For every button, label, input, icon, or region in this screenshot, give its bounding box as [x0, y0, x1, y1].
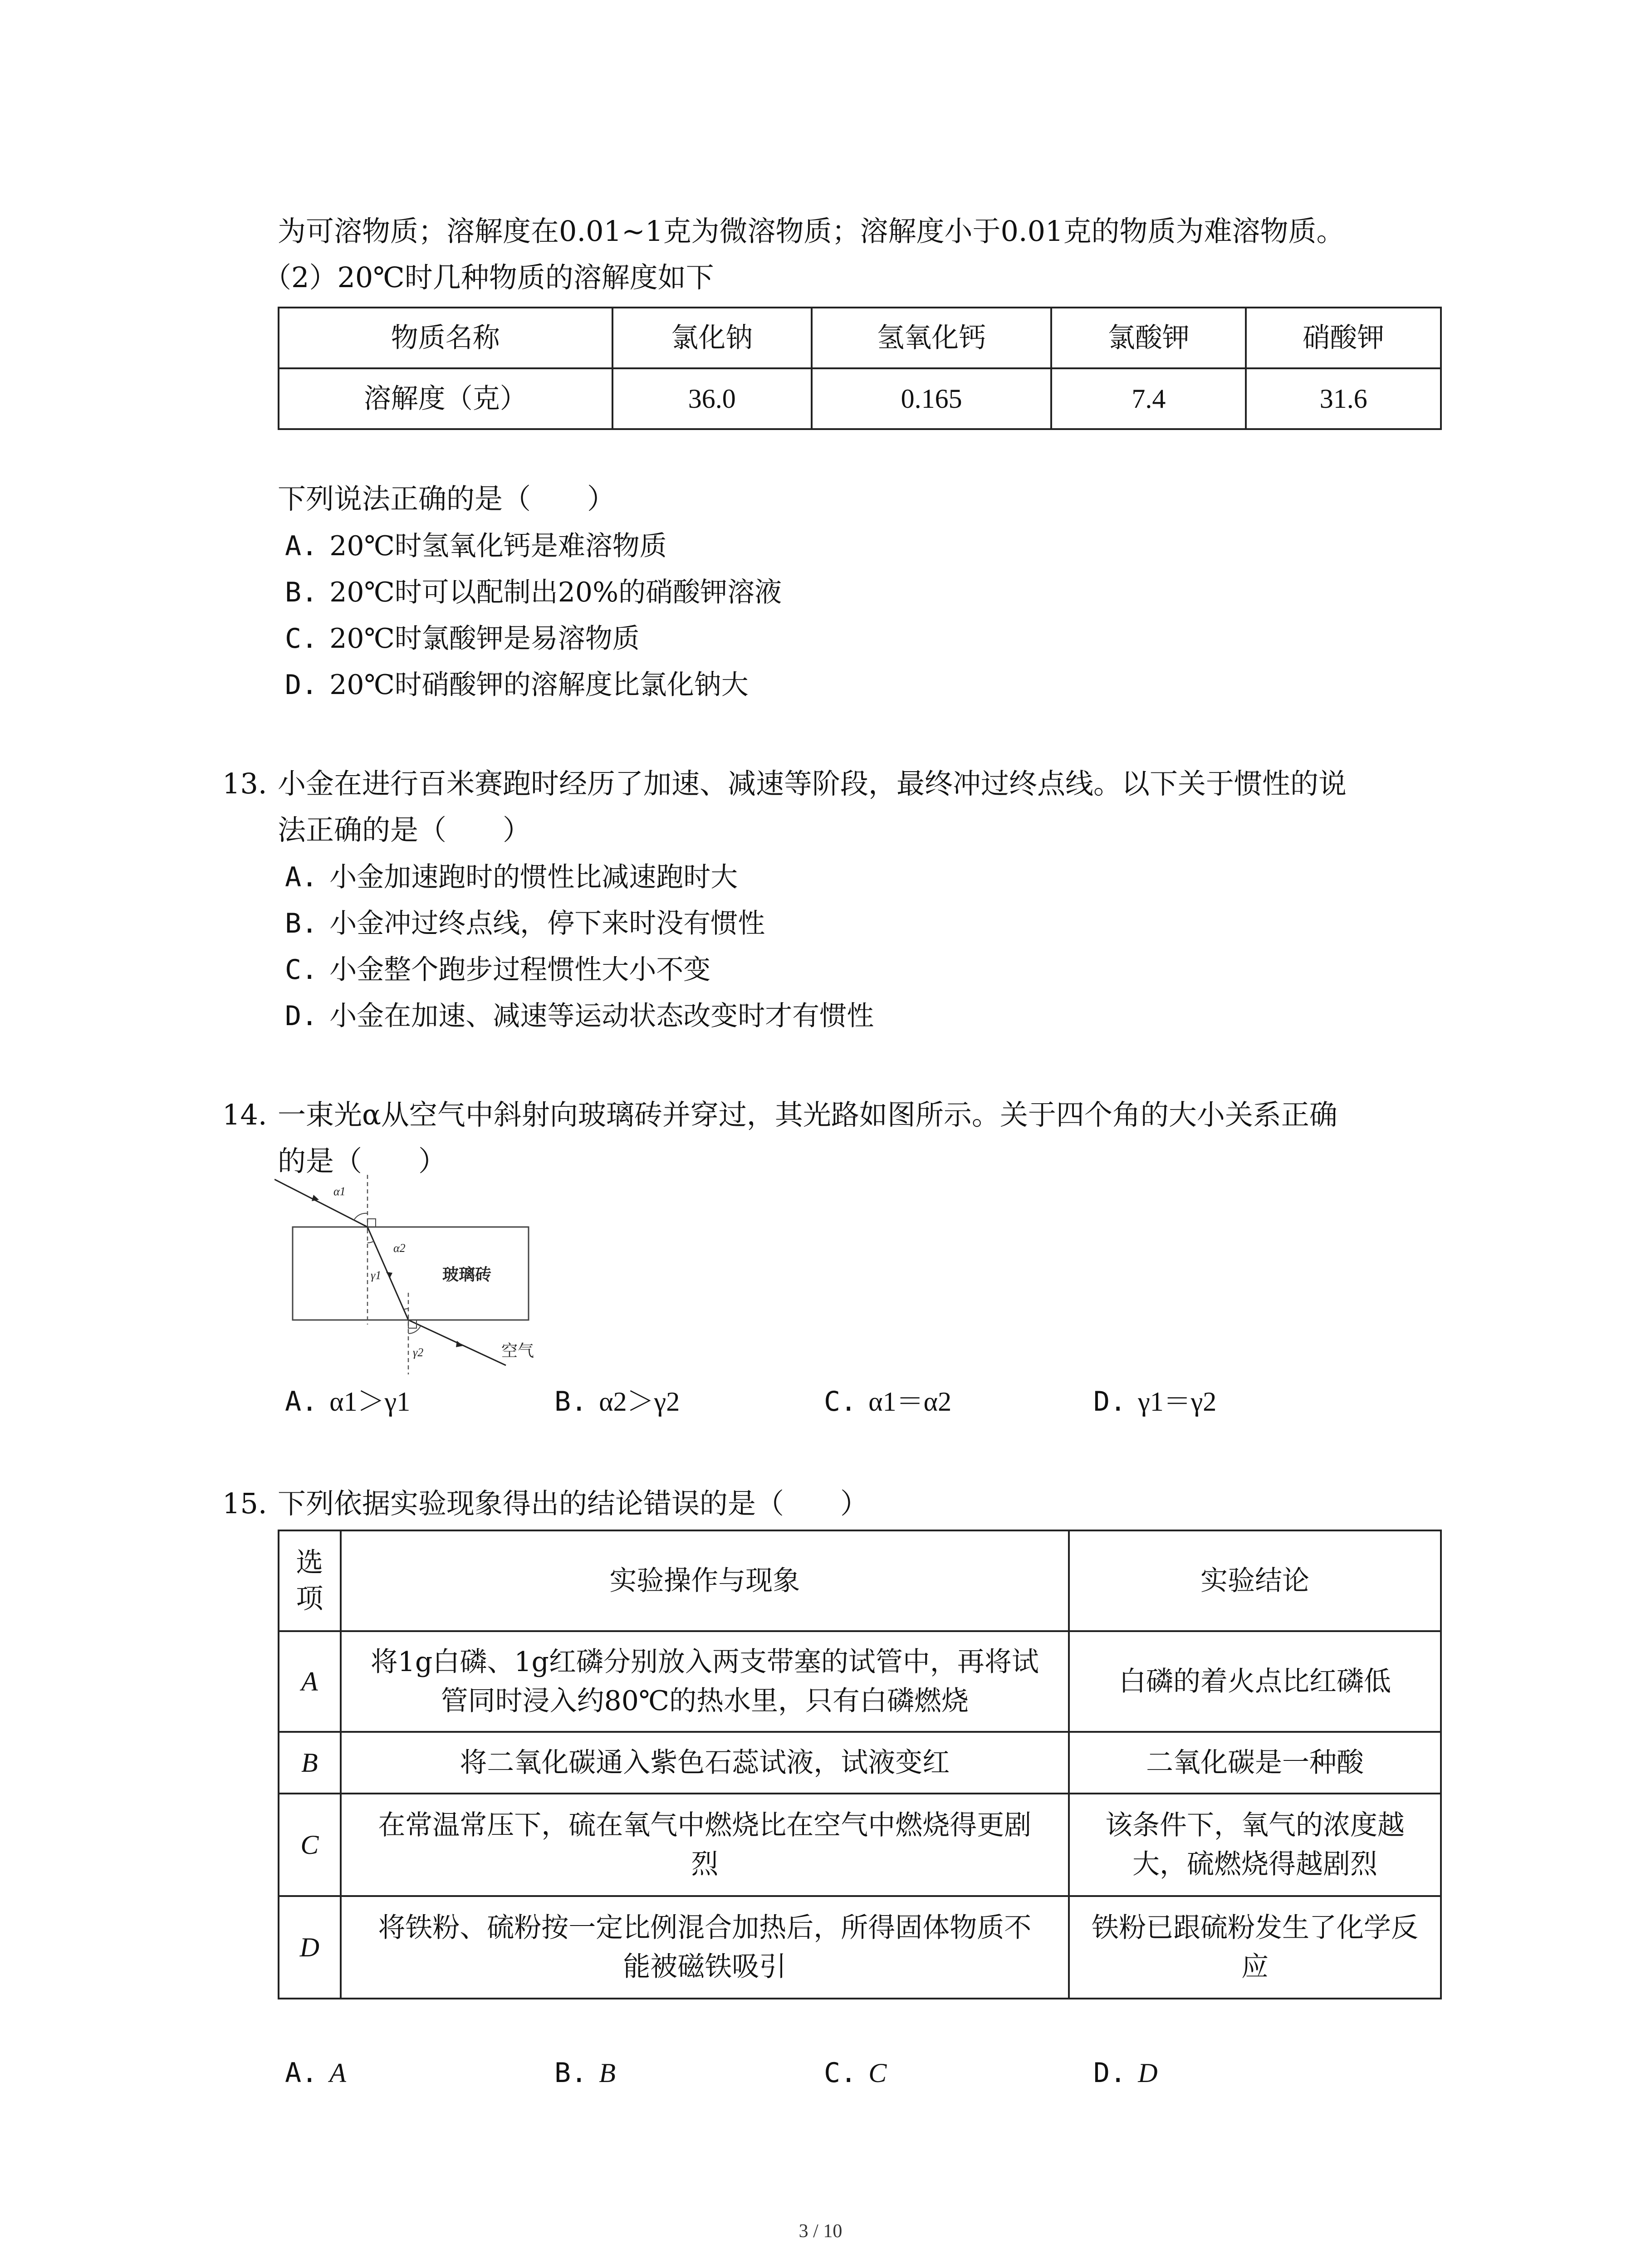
sub2-line: （2）20℃时几种物质的溶解度如下 — [263, 261, 714, 294]
table-cell: D — [279, 1896, 341, 1999]
q12-stem: 下列说法正确的是（ ） — [278, 482, 616, 515]
table-cell: 在常温常压下，硫在氧气中燃烧比在空气中燃烧得更剧烈 — [341, 1794, 1069, 1896]
q13-option-b: B. 小金冲过终点线，停下来时没有惯性 — [285, 908, 765, 939]
table-cell: 氯酸钾 — [1051, 308, 1246, 368]
table-cell: 白磷的着火点比红磷低 — [1069, 1631, 1441, 1732]
table-cell: 0.165 — [812, 368, 1051, 429]
label-gamma1: γ1 — [371, 1269, 382, 1282]
arrow-emergent-icon — [456, 1341, 463, 1347]
table-cell: 将二氧化碳通入紫色石蕊试液，试液变红 — [341, 1732, 1069, 1794]
arrow-incident-icon — [312, 1195, 319, 1201]
q12-option-a: A. 20℃时氢氧化钙是难溶物质 — [285, 530, 667, 562]
q15-option-b: B. B — [554, 2057, 616, 2089]
table-cell: 该条件下，氧气的浓度越大，硫燃烧得越剧烈 — [1069, 1794, 1441, 1896]
arc-gamma1 — [367, 1241, 374, 1243]
incident-ray — [274, 1179, 367, 1227]
table-cell: 31.6 — [1246, 368, 1441, 429]
arc-gamma2 — [408, 1326, 421, 1334]
q15-option-d: D. D — [1093, 2057, 1158, 2089]
table-cell: 氯化钠 — [612, 308, 812, 368]
label-alpha1: α1 — [333, 1185, 346, 1198]
experiment-row — [279, 1631, 1441, 1732]
table-cell: 将1g白磷、1g红磷分别放入两支带塞的试管中，再将试管同时浸入约80℃的热水里，只有白磷燃烧 — [341, 1631, 1069, 1732]
experiment-header-row — [279, 1530, 1441, 1631]
label-glass: 玻璃砖 — [442, 1266, 492, 1284]
table-cell: 7.4 — [1051, 368, 1246, 429]
q13-number: 13. — [222, 767, 267, 800]
q13-stem-line2: 法正确的是（ ） — [278, 813, 531, 846]
intro-line: 为可溶物质；溶解度在0.01~1克为微溶物质；溶解度小于0.01克的物质为难溶物质。 — [278, 215, 1345, 248]
q13-option-c: C. 小金整个跑步过程惯性大小不变 — [285, 954, 711, 986]
experiment-row — [279, 1896, 1441, 1999]
q14-option-a: A. α1＞γ1 — [285, 1386, 411, 1418]
q13-option-d: D. 小金在加速、减速等运动状态改变时才有惯性 — [285, 1000, 874, 1032]
table-cell: 36.0 — [612, 368, 812, 429]
q13-option-a: A. 小金加速跑时的惯性比减速跑时大 — [285, 861, 738, 893]
light-path-diagram — [274, 1175, 556, 1374]
q15-option-c: C. C — [824, 2057, 887, 2089]
solubility-table — [278, 307, 1442, 430]
right-angle-mark-top — [367, 1219, 376, 1227]
solubility-header-row — [279, 308, 1441, 368]
q14-number: 14. — [222, 1098, 267, 1131]
q12-option-c: C. 20℃时氯酸钾是易溶物质 — [285, 623, 640, 655]
label-alpha2: α2 — [393, 1242, 406, 1255]
solubility-value-row — [279, 368, 1441, 429]
arrow-refracted-icon — [386, 1272, 392, 1278]
q13-stem-line1: 小金在进行百米赛跑时经历了加速、减速等阶段，最终冲过终点线。以下关于惯性的说 — [278, 767, 1347, 800]
experiment-table — [278, 1530, 1442, 1999]
q14-stem-line1: 一束光α从空气中斜射向玻璃砖并穿过，其光路如图所示。关于四个角的大小关系正确 — [278, 1098, 1337, 1131]
q14-stem-line2: 的是（ ） — [278, 1144, 447, 1178]
table-cell: 物质名称 — [279, 308, 612, 368]
table-cell: 实验操作与现象 — [341, 1530, 1069, 1631]
table-cell: 实验结论 — [1069, 1530, 1441, 1631]
table-cell: 氢氧化钙 — [812, 308, 1051, 368]
q12-option-b: B. 20℃时可以配制出20%的硝酸钾溶液 — [285, 577, 782, 608]
experiment-row — [279, 1732, 1441, 1794]
table-cell: 二氧化碳是一种酸 — [1069, 1732, 1441, 1794]
page-number: 3 / 10 — [798, 2221, 843, 2242]
glass-brick-shape — [293, 1227, 529, 1320]
q15-stem: 下列依据实验现象得出的结论错误的是（ ） — [278, 1487, 869, 1520]
q14-option-c: C. α1＝α2 — [824, 1386, 952, 1418]
table-cell: 铁粉已跟硫粉发生了化学反应 — [1069, 1896, 1441, 1999]
table-cell: C — [279, 1794, 341, 1896]
q12-option-d: D. 20℃时硝酸钾的溶解度比氯化钠大 — [285, 669, 749, 701]
arc-alpha2 — [404, 1309, 408, 1310]
table-cell: 硝酸钾 — [1246, 308, 1441, 368]
q14-option-d: D. γ1＝γ2 — [1093, 1386, 1217, 1418]
table-cell: A — [279, 1631, 341, 1732]
table-cell: B — [279, 1732, 341, 1794]
table-cell: 溶解度（克） — [279, 368, 612, 429]
table-cell: 选项 — [279, 1530, 341, 1631]
arc-alpha1 — [354, 1213, 367, 1220]
q15-option-a: A. A — [285, 2057, 346, 2089]
table-cell: 将铁粉、硫粉按一定比例混合加热后，所得固体物质不能被磁铁吸引 — [341, 1896, 1069, 1999]
experiment-row — [279, 1794, 1441, 1896]
q14-option-b: B. α2＞γ2 — [554, 1386, 680, 1418]
label-gamma2: γ2 — [413, 1346, 424, 1359]
q15-number: 15. — [222, 1487, 267, 1520]
label-air: 空气 — [501, 1342, 534, 1360]
